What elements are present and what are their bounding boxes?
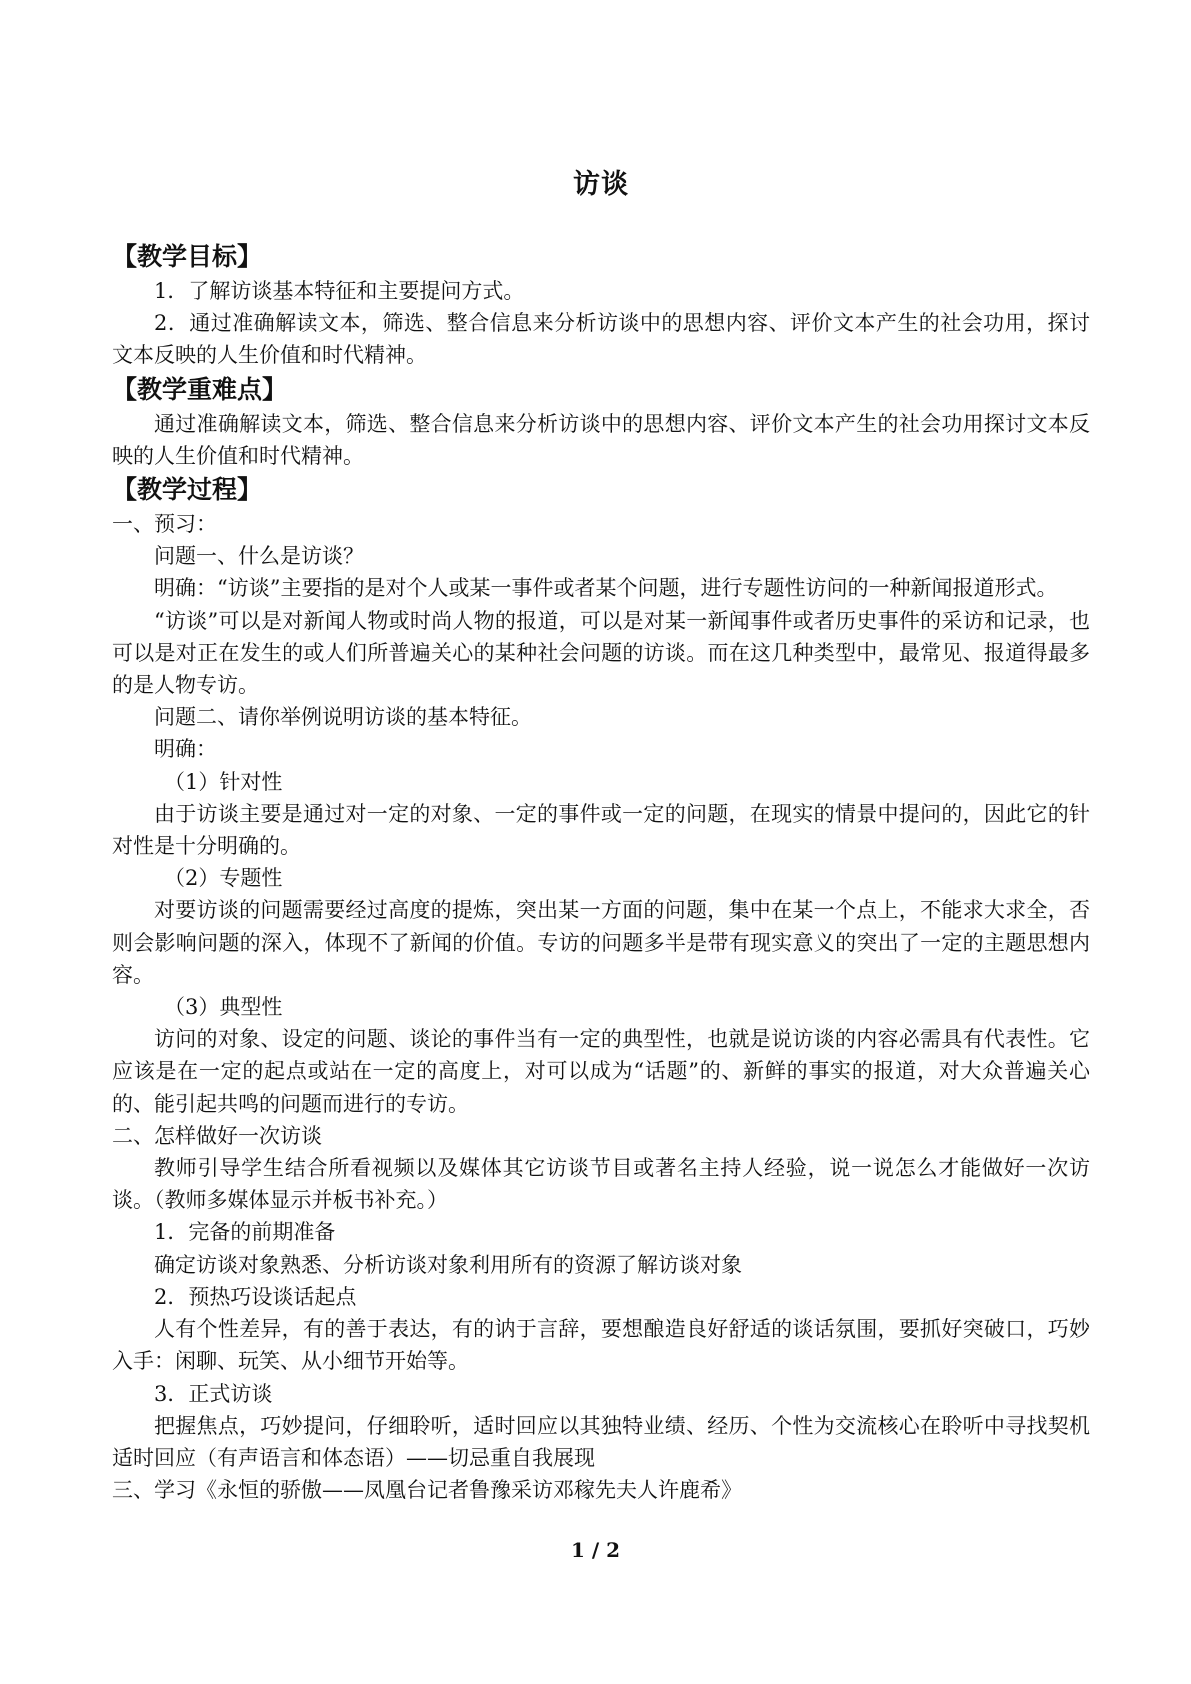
part1-heading: 一、预习： xyxy=(112,512,217,537)
question-2: 问题二、请你举例说明访谈的基本特征。 xyxy=(154,705,532,730)
section-keypoints xyxy=(112,372,1090,472)
part2-intro: 教师引导学生结合所看视频以及媒体其它访谈节目或著名主持人经验，说一说怎么才能做好一次访谈。（教师多媒体显示并板书补充。） xyxy=(112,1156,1090,1213)
goal-item-1: 1．了解访谈基本特征和主要提问方式。 xyxy=(154,279,525,303)
feature-3-text: 访问的对象、设定的问题、谈论的事件当有一定的典型性，也就是说访谈的内容必需具有代表性。它应该是在一定的起点或站在一定的高度上，对可以成为“话题”的、新鲜的事实的报道，对大众普遍关心的、能引起共鸣的问题而进行的专访。 xyxy=(112,1027,1090,1116)
document-body xyxy=(112,165,1090,1506)
question-1: 问题一、什么是访谈？ xyxy=(154,544,364,569)
part2-heading: 二、怎样做好一次访谈 xyxy=(112,1123,322,1148)
section-heading-goals: 【教学目标】 xyxy=(112,242,263,271)
goal-item-2: 2．通过准确解读文本，筛选、整合信息来分析访谈中的思想内容、评价文本产生的社会功用，探讨文本反映的人生价值和时代精神。 xyxy=(112,311,1090,368)
step-3-heading: 3．正式访谈 xyxy=(154,1381,273,1406)
section-heading-keypoints: 【教学重难点】 xyxy=(112,374,288,404)
feature-1-text: 由于访谈主要是通过对一定的对象、一定的事件或一定的问题，在现实的情景中提问的，因此它的针对性是十分明确的。 xyxy=(112,801,1090,859)
answer-1: 明确：“访谈”主要指的是对个人或某一事件或者某个问题，进行专题性访问的一种新闻报道形式。 xyxy=(154,576,1058,601)
part3-heading: 三、学习《永恒的骄傲——凤凰台记者鲁豫采访邓稼先夫人许鹿希》 xyxy=(112,1478,742,1503)
feature-1-heading: （1）针对性 xyxy=(164,769,283,794)
answer-1-detail: “访谈”可以是对新闻人物或时尚人物的报道，可以是对某一新闻事件或者历史事件的采访和记录，也可以是对正在发生的或人们所普遍关心的某种社会问题的访谈。而在这几种类型中，最常见、报道得最多的是人物专访。 xyxy=(112,608,1090,698)
step-2-text: 人有个性差异，有的善于表达，有的讷于言辞，要想酿造良好舒适的谈话氛围，要抓好突破口，巧妙入手：闲聊、玩笑、从小细节开始等。 xyxy=(112,1317,1090,1374)
document-title: 访谈 xyxy=(573,169,629,200)
step-3-text: 把握焦点，巧妙提问，仔细聆听，适时回应以其独特业绩、经历、个性为交流核心在聆听中寻找契机适时回应（有声语言和体态语）——切忌重自我展现 xyxy=(112,1413,1090,1470)
keypoints-text: 通过准确解读文本，筛选、整合信息来分析访谈中的思想内容、评价文本产生的社会功用探讨文本反映的人生价值和时代精神。 xyxy=(112,411,1090,468)
section-process xyxy=(112,472,1090,1506)
feature-2-heading: （2）专题性 xyxy=(164,866,283,891)
section-goals xyxy=(112,239,1090,372)
section-heading-process: 【教学过程】 xyxy=(112,475,263,505)
step-1-heading: 1．完备的前期准备 xyxy=(154,1220,336,1245)
answer-2: 明确： xyxy=(154,737,217,762)
feature-2-text: 对要访谈的问题需要经过高度的提炼，突出某一方面的问题，集中在某一个点上，不能求大求全，否则会影响问题的深入，体现不了新闻的价值。专访的问题多半是带有现实意义的突出了一定的主题思想内容。 xyxy=(112,898,1090,987)
page-number: 1 / 2 xyxy=(570,1538,621,1562)
step-1-text: 确定访谈对象熟悉、分析访谈对象利用所有的资源了解访谈对象 xyxy=(154,1252,742,1277)
step-2-heading: 2．预热巧设谈话起点 xyxy=(154,1284,357,1309)
feature-3-heading: （3）典型性 xyxy=(164,995,283,1020)
